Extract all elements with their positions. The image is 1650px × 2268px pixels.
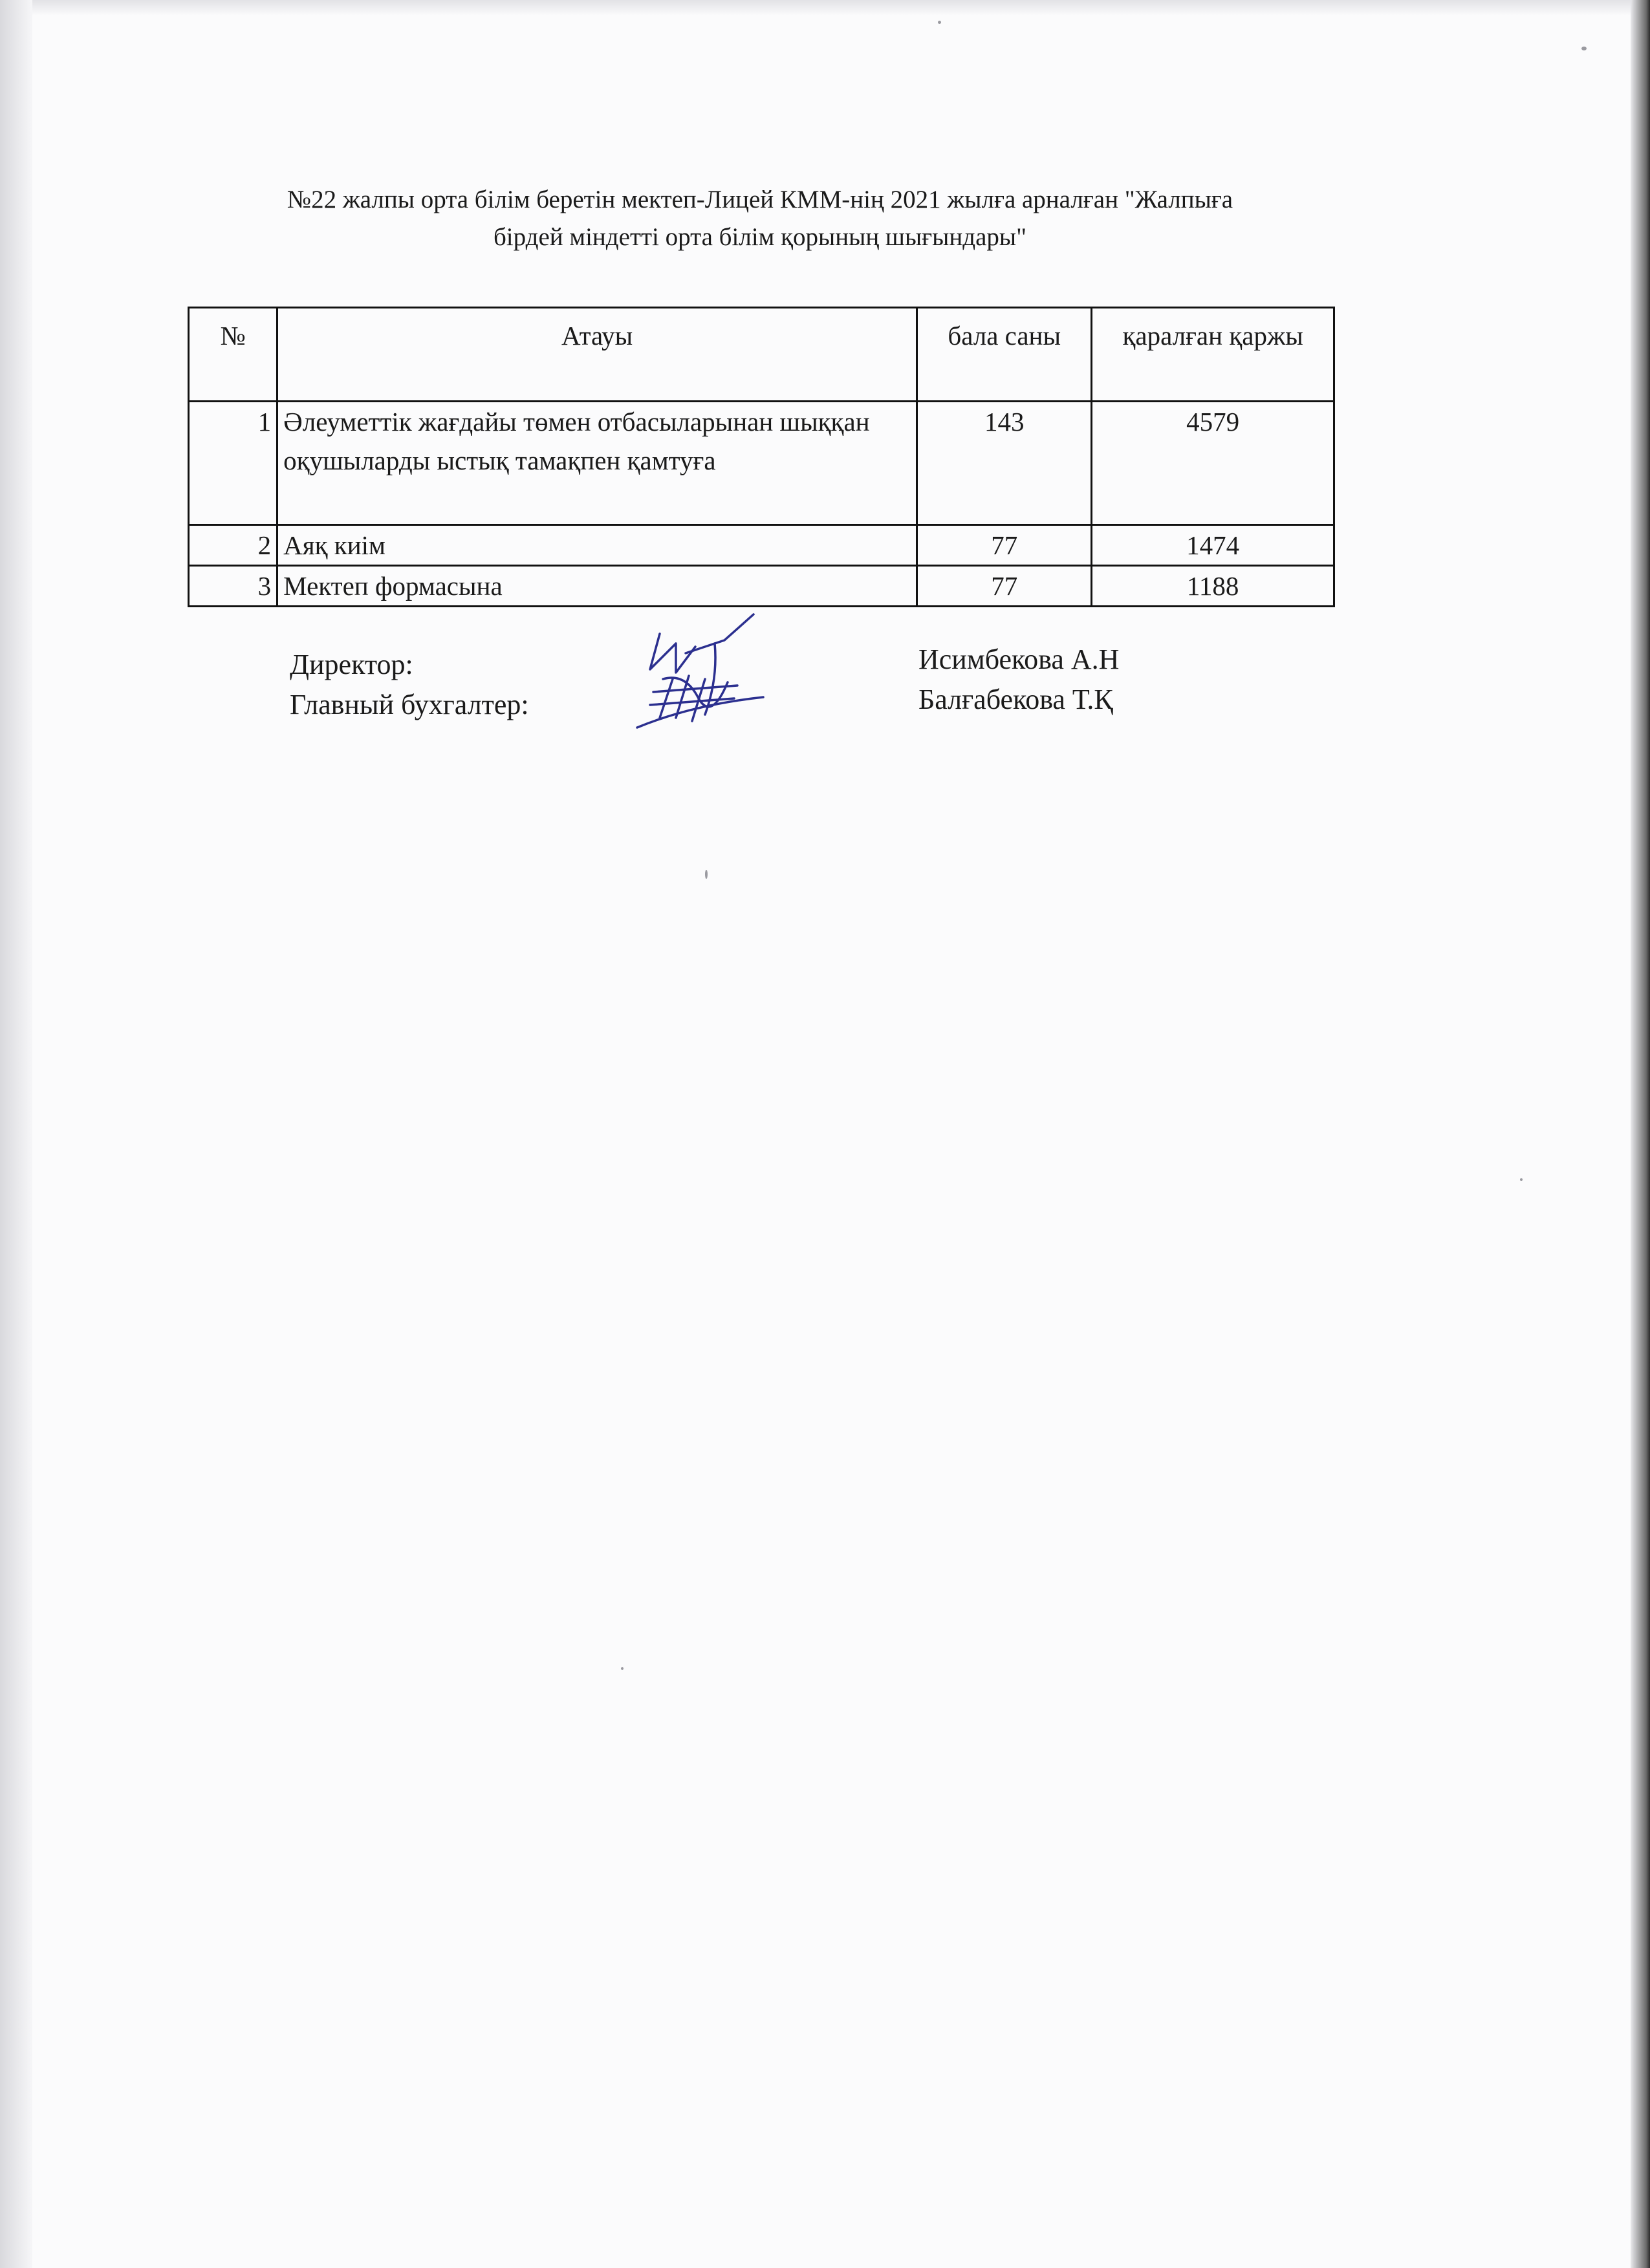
row-allocated-funds: 4579 <box>1092 402 1334 525</box>
table-row <box>189 402 1334 525</box>
scan-speck <box>1520 1178 1523 1181</box>
scan-edge-right <box>1631 0 1650 2268</box>
director-label: Директор: <box>290 649 413 680</box>
row-allocated-funds: 1474 <box>1092 525 1334 566</box>
table-row <box>189 525 1334 566</box>
scan-speck <box>1581 47 1587 50</box>
director-name: Исимбекова А.Н <box>918 643 1120 675</box>
row-number: 2 <box>189 525 277 566</box>
row-name: Аяқ киім <box>277 525 917 566</box>
row-name: Әлеуметтік жағдайы төмен отбасыларынан шыққан оқушыларды ыстық тамақпен қамтуға <box>277 402 917 525</box>
document-title-line-1: №22 жалпы орта білім беретін мектеп-Лицей КММ-нің 2021 жылға арналған "Жалпыға <box>287 186 1233 213</box>
chief-accountant-label: Главный бухгалтер: <box>290 689 529 720</box>
scan-speck <box>705 870 708 879</box>
row-name: Мектеп формасына <box>277 566 917 607</box>
scan-speck <box>938 21 941 24</box>
row-allocated-funds: 1188 <box>1092 566 1334 607</box>
scan-edge-left <box>0 0 32 2268</box>
row-child-count: 77 <box>917 525 1092 566</box>
handwritten-signature <box>614 608 796 737</box>
expenses-table <box>188 307 1335 607</box>
table-row <box>189 566 1334 607</box>
scan-edge-top <box>0 0 1650 16</box>
header-number: № <box>189 308 277 402</box>
row-child-count: 77 <box>917 566 1092 607</box>
row-number: 3 <box>189 566 277 607</box>
row-child-count: 143 <box>917 402 1092 525</box>
header-name: Атауы <box>277 308 917 402</box>
document-title <box>149 181 1371 256</box>
chief-accountant-name: Балғабекова Т.Қ <box>918 684 1113 715</box>
document-title-line-2: бірдей міндетті орта білім қорының шығындары" <box>493 223 1027 251</box>
header-allocated-funds: қаралған қаржы <box>1092 308 1334 402</box>
scan-speck <box>621 1667 624 1670</box>
row-number: 1 <box>189 402 277 525</box>
table-header-row <box>189 308 1334 402</box>
header-child-count: бала саны <box>917 308 1092 402</box>
